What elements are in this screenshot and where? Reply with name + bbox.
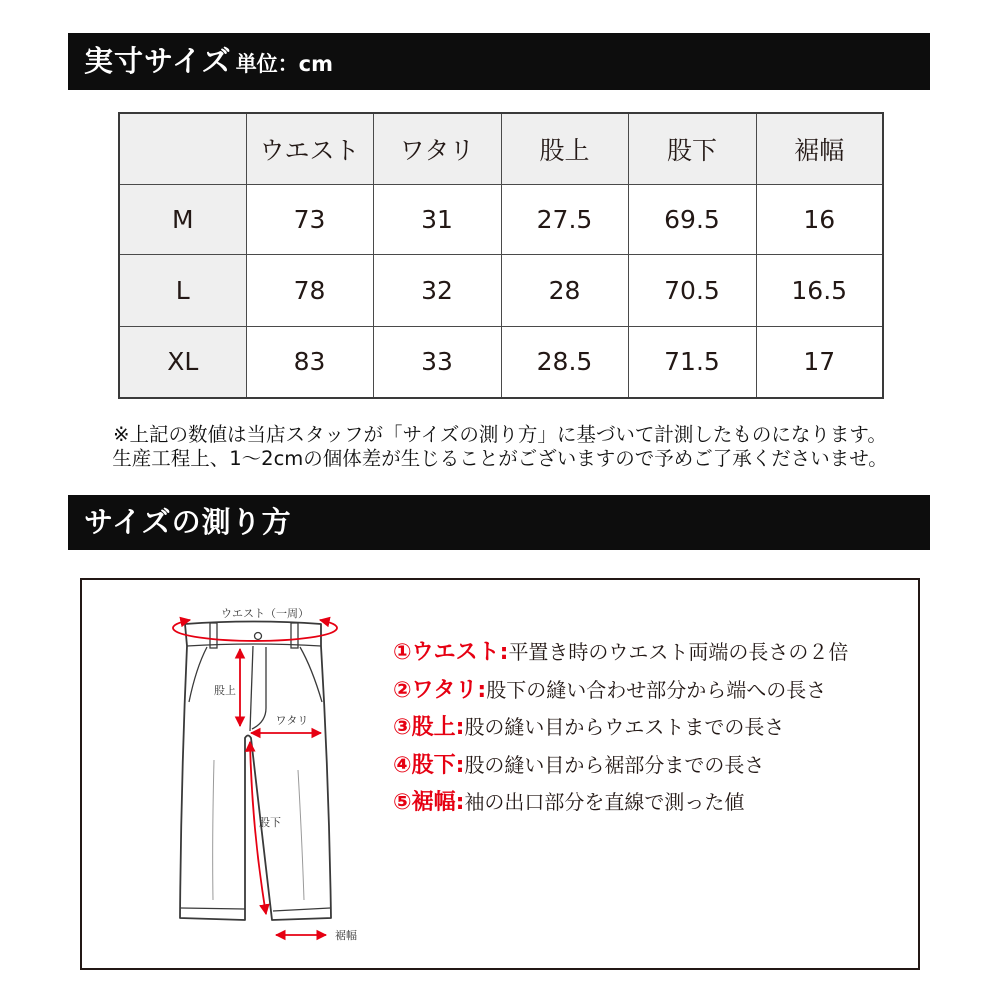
thigh-diagram-label: ワタリ [275, 714, 309, 727]
table-cell: 33 [373, 326, 501, 398]
table-header-cell-inseam: 股下 [628, 113, 756, 184]
table-cell: 69.5 [628, 184, 756, 254]
table-cell: 16 [756, 184, 883, 254]
table-header-cell-waist: ウエスト [246, 113, 373, 184]
table-cell: 70.5 [628, 254, 756, 326]
table-corner-cell [119, 113, 246, 184]
legend-item-thigh [393, 672, 848, 710]
table-header-cell-thigh: ワタリ [373, 113, 501, 184]
rise-diagram-label: 股上 [214, 684, 236, 697]
size-section-header [68, 33, 930, 90]
table-header-cell-hem: 裾幅 [756, 113, 883, 184]
size-label-cell: L [119, 254, 246, 326]
measure-section-header [68, 495, 930, 550]
legend-description: 股の縫い目から裾部分までの長さ [464, 752, 765, 777]
waist-diagram-label: ウエスト（一周） [221, 607, 309, 620]
inseam-diagram-label: 股下 [259, 816, 281, 829]
table-cell: 31 [373, 184, 501, 254]
variance-note: 生産工程上、1～2cmの個体差が生じることがございますので予めご了承くださいませ。 [112, 447, 888, 470]
size-table [118, 112, 884, 399]
table-cell: 27.5 [501, 184, 628, 254]
legend-description: 股の縫い目からウエストまでの長さ [464, 715, 785, 739]
table-row [119, 254, 883, 326]
measurement-note: ※上記の数値は当店スタッフが「サイズの測り方」に基づいて計測したものになります。 [113, 423, 887, 446]
pants-outline [180, 622, 331, 921]
measure-section-title: サイズの測り方 [84, 505, 292, 539]
legend-term: ⑤裾幅: [393, 790, 465, 815]
table-cell: 78 [246, 254, 373, 326]
legend-term: ④股下: [393, 752, 465, 778]
table-header-cell-rise: 股上 [501, 113, 628, 184]
legend-description: 股下の縫い合わせ部分から端への長さ [486, 677, 827, 702]
pants-diagram [150, 595, 390, 960]
legend-description: 袖の出口部分を直線で測った値 [464, 790, 745, 814]
size-section-title: 実寸サイズ [84, 44, 232, 78]
legend-term: ①ウエスト: [393, 640, 509, 665]
table-row [119, 184, 883, 254]
legend-item-inseam [393, 747, 848, 785]
measurement-legend [393, 634, 848, 822]
size-unit-label: 単位：cm [235, 52, 334, 76]
table-cell: 16.5 [756, 254, 883, 326]
size-label-cell: M [119, 184, 246, 254]
table-cell: 28.5 [501, 326, 628, 398]
table-cell: 83 [246, 326, 373, 398]
legend-item-rise [393, 709, 848, 747]
legend-item-waist [393, 634, 848, 672]
table-cell: 73 [246, 184, 373, 254]
table-row [119, 326, 883, 398]
size-label-cell: XL [119, 326, 246, 398]
legend-term: ②ワタリ: [393, 677, 487, 703]
table-cell: 28 [501, 254, 628, 326]
table-cell: 71.5 [628, 326, 756, 398]
legend-description: 平置き時のウエスト両端の長さの２倍 [508, 640, 849, 664]
table-header-row [119, 113, 883, 184]
legend-item-hem [393, 784, 848, 822]
table-cell: 17 [756, 326, 883, 398]
table-cell: 32 [373, 254, 501, 326]
legend-term: ③股上: [393, 715, 465, 740]
hem-diagram-label: 裾幅 [335, 929, 357, 942]
